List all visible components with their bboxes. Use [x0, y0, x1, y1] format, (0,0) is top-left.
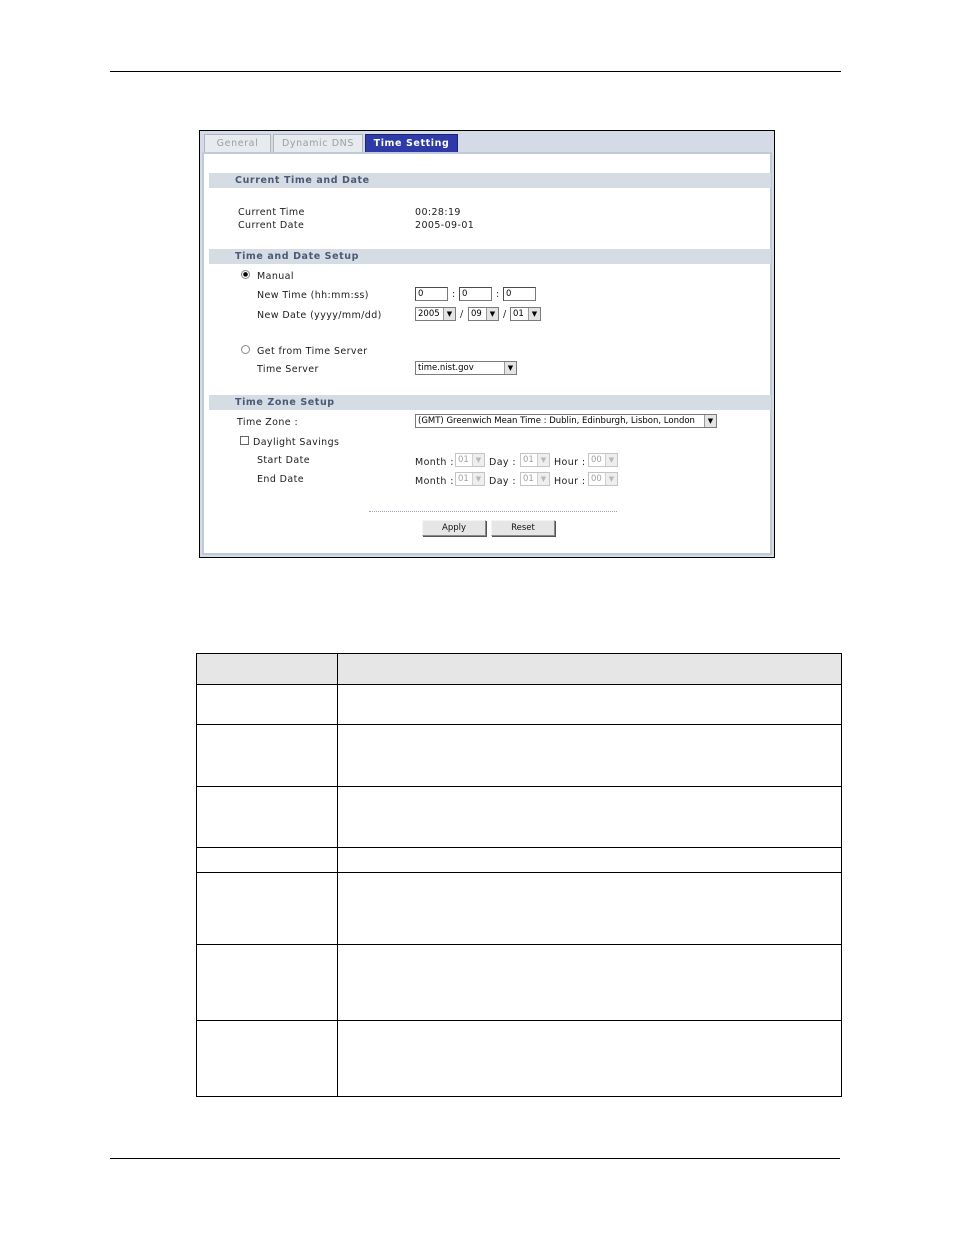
new-time-minute-input[interactable]: 0	[459, 287, 492, 301]
reset-button[interactable]: Reset	[491, 520, 555, 536]
table-cell	[197, 873, 338, 945]
end-month-value: 01	[458, 474, 469, 484]
end-day-label: Day :	[489, 476, 516, 487]
table-cell	[338, 945, 842, 1021]
table-cell	[197, 848, 338, 873]
new-date-year-select[interactable]	[415, 307, 456, 321]
dropdown-arrow-icon[interactable]: ▼	[443, 308, 455, 320]
start-hour-label: Hour :	[554, 457, 586, 468]
time-setting-window	[199, 130, 775, 558]
end-hour-label: Hour :	[554, 476, 586, 487]
start-day-value: 01	[523, 455, 534, 465]
dropdown-arrow-icon[interactable]: ▼	[504, 362, 516, 374]
table-cell	[197, 945, 338, 1021]
start-month-select[interactable]	[455, 453, 485, 467]
table-row	[197, 787, 842, 848]
start-date-label: Start Date	[257, 455, 310, 466]
start-month-label: Month :	[415, 457, 454, 468]
top-rule	[110, 71, 841, 72]
table-row	[197, 1021, 842, 1097]
dropdown-arrow-icon[interactable]: ▼	[472, 473, 484, 485]
table-header-row	[197, 654, 842, 685]
start-hour-value: 00	[591, 455, 602, 465]
apply-button[interactable]: Apply	[422, 520, 486, 536]
table-cell	[338, 848, 842, 873]
description-table	[196, 653, 842, 1097]
new-time-hour-input[interactable]: 0	[415, 287, 448, 301]
table-row	[197, 945, 842, 1021]
current-date-label: Current Date	[238, 220, 305, 231]
table-header-cell	[197, 654, 338, 685]
dropdown-arrow-icon[interactable]: ▼	[605, 473, 617, 485]
end-hour-select[interactable]	[588, 472, 618, 486]
date-separator: /	[460, 309, 464, 320]
new-time-second-input[interactable]: 0	[503, 287, 536, 301]
dropdown-arrow-icon[interactable]: ▼	[486, 308, 498, 320]
end-hour-value: 00	[591, 474, 602, 484]
table-cell	[197, 725, 338, 787]
time-separator: :	[452, 289, 456, 300]
table-cell	[338, 873, 842, 945]
settings-panel	[202, 152, 772, 555]
current-time-label: Current Time	[238, 207, 305, 218]
daylight-savings-label: Daylight Savings	[253, 437, 340, 448]
dropdown-arrow-icon[interactable]: ▼	[537, 454, 549, 466]
year-value: 2005	[418, 309, 440, 319]
time-server-radio-icon[interactable]	[241, 345, 250, 354]
end-day-select[interactable]	[520, 472, 550, 486]
table-row	[197, 685, 842, 725]
manual-label: Manual	[257, 271, 294, 282]
manual-radio-icon[interactable]: ●	[242, 271, 249, 278]
start-month-value: 01	[458, 455, 469, 465]
dropdown-arrow-icon[interactable]: ▼	[605, 454, 617, 466]
current-date-value: 2005-09-01	[415, 220, 475, 231]
bottom-rule	[110, 1158, 840, 1159]
get-from-time-server-label: Get from Time Server	[257, 346, 368, 357]
end-date-label: End Date	[257, 474, 304, 485]
table-cell	[197, 787, 338, 848]
time-server-select[interactable]	[415, 361, 517, 375]
table-cell	[197, 1021, 338, 1097]
tab-time-setting[interactable]: Time Setting	[365, 134, 458, 152]
daylight-savings-checkbox-icon[interactable]	[240, 436, 249, 445]
tab-dynamic-dns[interactable]: Dynamic DNS	[273, 134, 363, 152]
date-separator: /	[503, 309, 507, 320]
divider	[369, 511, 617, 512]
start-day-label: Day :	[489, 457, 516, 468]
new-date-label: New Date (yyyy/mm/dd)	[257, 310, 382, 321]
tab-general[interactable]: General	[204, 134, 271, 152]
dropdown-arrow-icon[interactable]: ▼	[537, 473, 549, 485]
table-row	[197, 873, 842, 945]
start-hour-select[interactable]	[588, 453, 618, 467]
day-value: 01	[513, 309, 524, 319]
time-server-label: Time Server	[257, 364, 319, 375]
table-cell	[338, 1021, 842, 1097]
current-time-value: 00:28:19	[415, 207, 461, 218]
table-cell	[338, 787, 842, 848]
table-row	[197, 848, 842, 873]
time-server-value: time.nist.gov	[418, 363, 474, 373]
new-date-day-select[interactable]	[510, 307, 541, 321]
table-cell	[338, 685, 842, 725]
section-current-time-date: Current Time and Date	[209, 173, 771, 188]
section-time-zone-setup: Time Zone Setup	[209, 395, 771, 410]
end-day-value: 01	[523, 474, 534, 484]
new-time-label: New Time (hh:mm:ss)	[257, 290, 369, 301]
end-month-select[interactable]	[455, 472, 485, 486]
time-zone-select[interactable]	[415, 414, 717, 428]
time-zone-value: (GMT) Greenwich Mean Time : Dublin, Edinburgh, Lisbon, London	[418, 416, 695, 426]
time-zone-label: Time Zone :	[237, 417, 299, 428]
start-day-select[interactable]	[520, 453, 550, 467]
time-separator: :	[496, 289, 500, 300]
dropdown-arrow-icon[interactable]: ▼	[704, 415, 716, 427]
table-row	[197, 725, 842, 787]
table-cell	[197, 685, 338, 725]
table-header-cell	[338, 654, 842, 685]
section-time-date-setup: Time and Date Setup	[209, 249, 771, 264]
end-month-label: Month :	[415, 476, 454, 487]
table-cell	[338, 725, 842, 787]
dropdown-arrow-icon[interactable]: ▼	[528, 308, 540, 320]
month-value: 09	[471, 309, 482, 319]
new-date-month-select[interactable]	[468, 307, 499, 321]
dropdown-arrow-icon[interactable]: ▼	[472, 454, 484, 466]
